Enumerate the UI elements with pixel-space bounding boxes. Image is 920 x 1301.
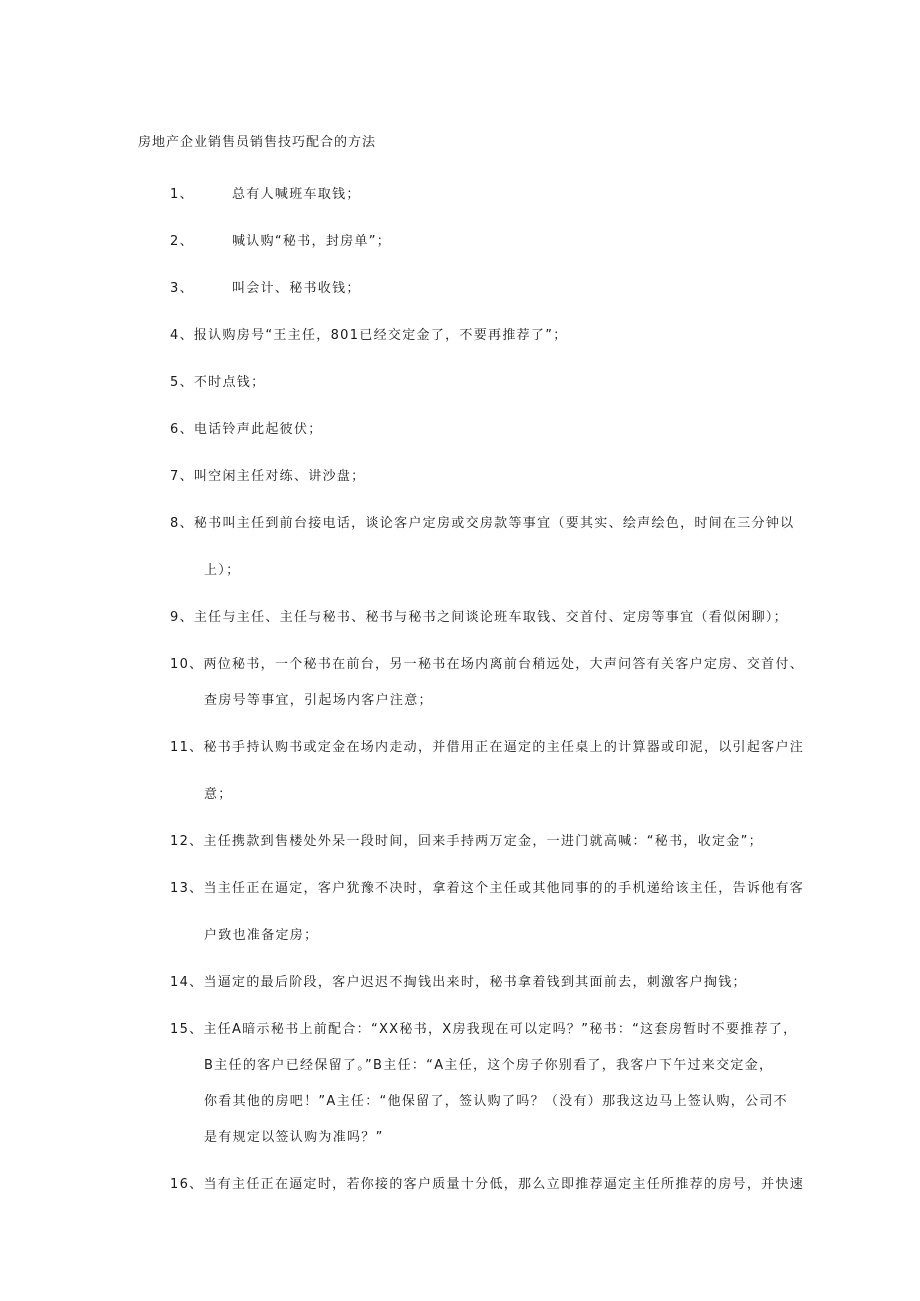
list-item-6: [170, 421, 790, 439]
list-item-16: [170, 1176, 805, 1194]
item-number: 1、: [170, 187, 194, 202]
list-item-8: [170, 515, 795, 580]
item-number: 2、: [170, 234, 194, 249]
list-item-11: [170, 739, 805, 804]
item-text: 电话铃声此起彼伏；: [193, 422, 323, 437]
list-item-3: [170, 280, 790, 298]
item-continuation: 查房号等事宜，引起场内客户注意；: [204, 693, 433, 708]
item-text: 当有主任正在逼定时，若你接的客户质量十分低，那么立即推荐逼定主任所推荐的房号，并快速: [203, 1177, 805, 1192]
item-continuation: 户致也准备定房；: [204, 928, 319, 943]
item-continuation: 你看其他的房吧！”A主任：“他保留了，签认购了吗？（没有）那我这边马上签认购，公司不: [204, 1094, 788, 1109]
item-number: 11、: [170, 740, 204, 755]
item-text: 两位秘书，一个秘书在前台，另一秘书在场内离前台稍远处，大声问答有关客户定房、交首付、: [203, 657, 805, 672]
item-text: 叫会计、秘书收钱；: [232, 281, 361, 296]
item-text: 主任与主任、主任与秘书、秘书与秘书之间谈论班车取钱、交首付、定房等事宜（看似闲聊）；: [193, 610, 788, 625]
list-item-13: [170, 880, 805, 945]
item-text: 报认购房号“王主任，801已经交定金了，不要再推荐了”；: [193, 328, 568, 343]
list-item-7: [170, 468, 790, 486]
item-number: 5、: [170, 375, 194, 390]
list-item-10: [170, 656, 805, 710]
item-text: 当逼定的最后阶段，客户迟迟不掏钱出来时，秘书拿着钱到其面前去，刺激客户掏钱；: [203, 975, 747, 990]
list-item-9: [170, 609, 790, 627]
item-number: 15、: [170, 1022, 204, 1037]
item-number: 14、: [170, 975, 204, 990]
item-text: 当主任正在逼定，客户犹豫不决时，拿着这个主任或其他同事的的手机递给该主任，告诉他有客: [203, 881, 805, 896]
item-number: 16、: [170, 1177, 204, 1192]
item-continuation: 是有规定以签认购为准吗？”: [204, 1130, 384, 1145]
tips-list: [170, 186, 805, 1223]
list-item-5: [170, 374, 790, 392]
item-text: 秘书叫主任到前台接电话，谈论客户定房或交房款等事宜（要其实、绘声绘色，时间在三分钟以: [193, 516, 795, 531]
item-number: 7、: [170, 469, 194, 484]
document-title: 房地产企业销售员销售技巧配合的方法: [138, 135, 377, 150]
item-number: 4、: [170, 328, 194, 343]
list-item-1: [170, 186, 790, 204]
item-number: 9、: [170, 610, 194, 625]
item-continuation: 意；: [204, 787, 233, 802]
item-number: 8、: [170, 516, 194, 531]
item-text: 秘书手持认购书或定金在场内走动，并借用正在逼定的主任桌上的计算器或印泥，以引起客户注: [203, 740, 805, 755]
list-item-2: [170, 233, 790, 251]
item-continuation: B主任的客户已经保留了。”B主任：“A主任，这个房子你别看了，我客户下午过来交定金，: [204, 1058, 774, 1073]
item-number: 10、: [170, 657, 204, 672]
item-number: 13、: [170, 881, 204, 896]
item-text: 喊认购“秘书，封房单”；: [232, 234, 392, 249]
item-number: 12、: [170, 834, 204, 849]
list-item-14: [170, 974, 790, 992]
item-number: 6、: [170, 422, 194, 437]
item-number: 3、: [170, 281, 194, 296]
item-continuation: 上）；: [204, 563, 241, 578]
item-text: 主任A暗示秘书上前配合：“XX秘书，X房我现在可以定吗？”秘书：“这套房暂时不要推荐了，: [203, 1022, 798, 1037]
list-item-15: [170, 1021, 798, 1147]
item-text: 叫空闲主任对练、讲沙盘；: [193, 469, 366, 484]
item-text: 不时点钱；: [193, 375, 266, 390]
item-text: 主任携款到售楼处外呆一段时间，回来手持两万定金，一进门就高喊：“秘书，收定金”；: [203, 834, 763, 849]
item-text: 总有人喊班车取钱；: [232, 187, 361, 202]
list-item-4: [170, 327, 790, 345]
list-item-12: [170, 833, 790, 851]
